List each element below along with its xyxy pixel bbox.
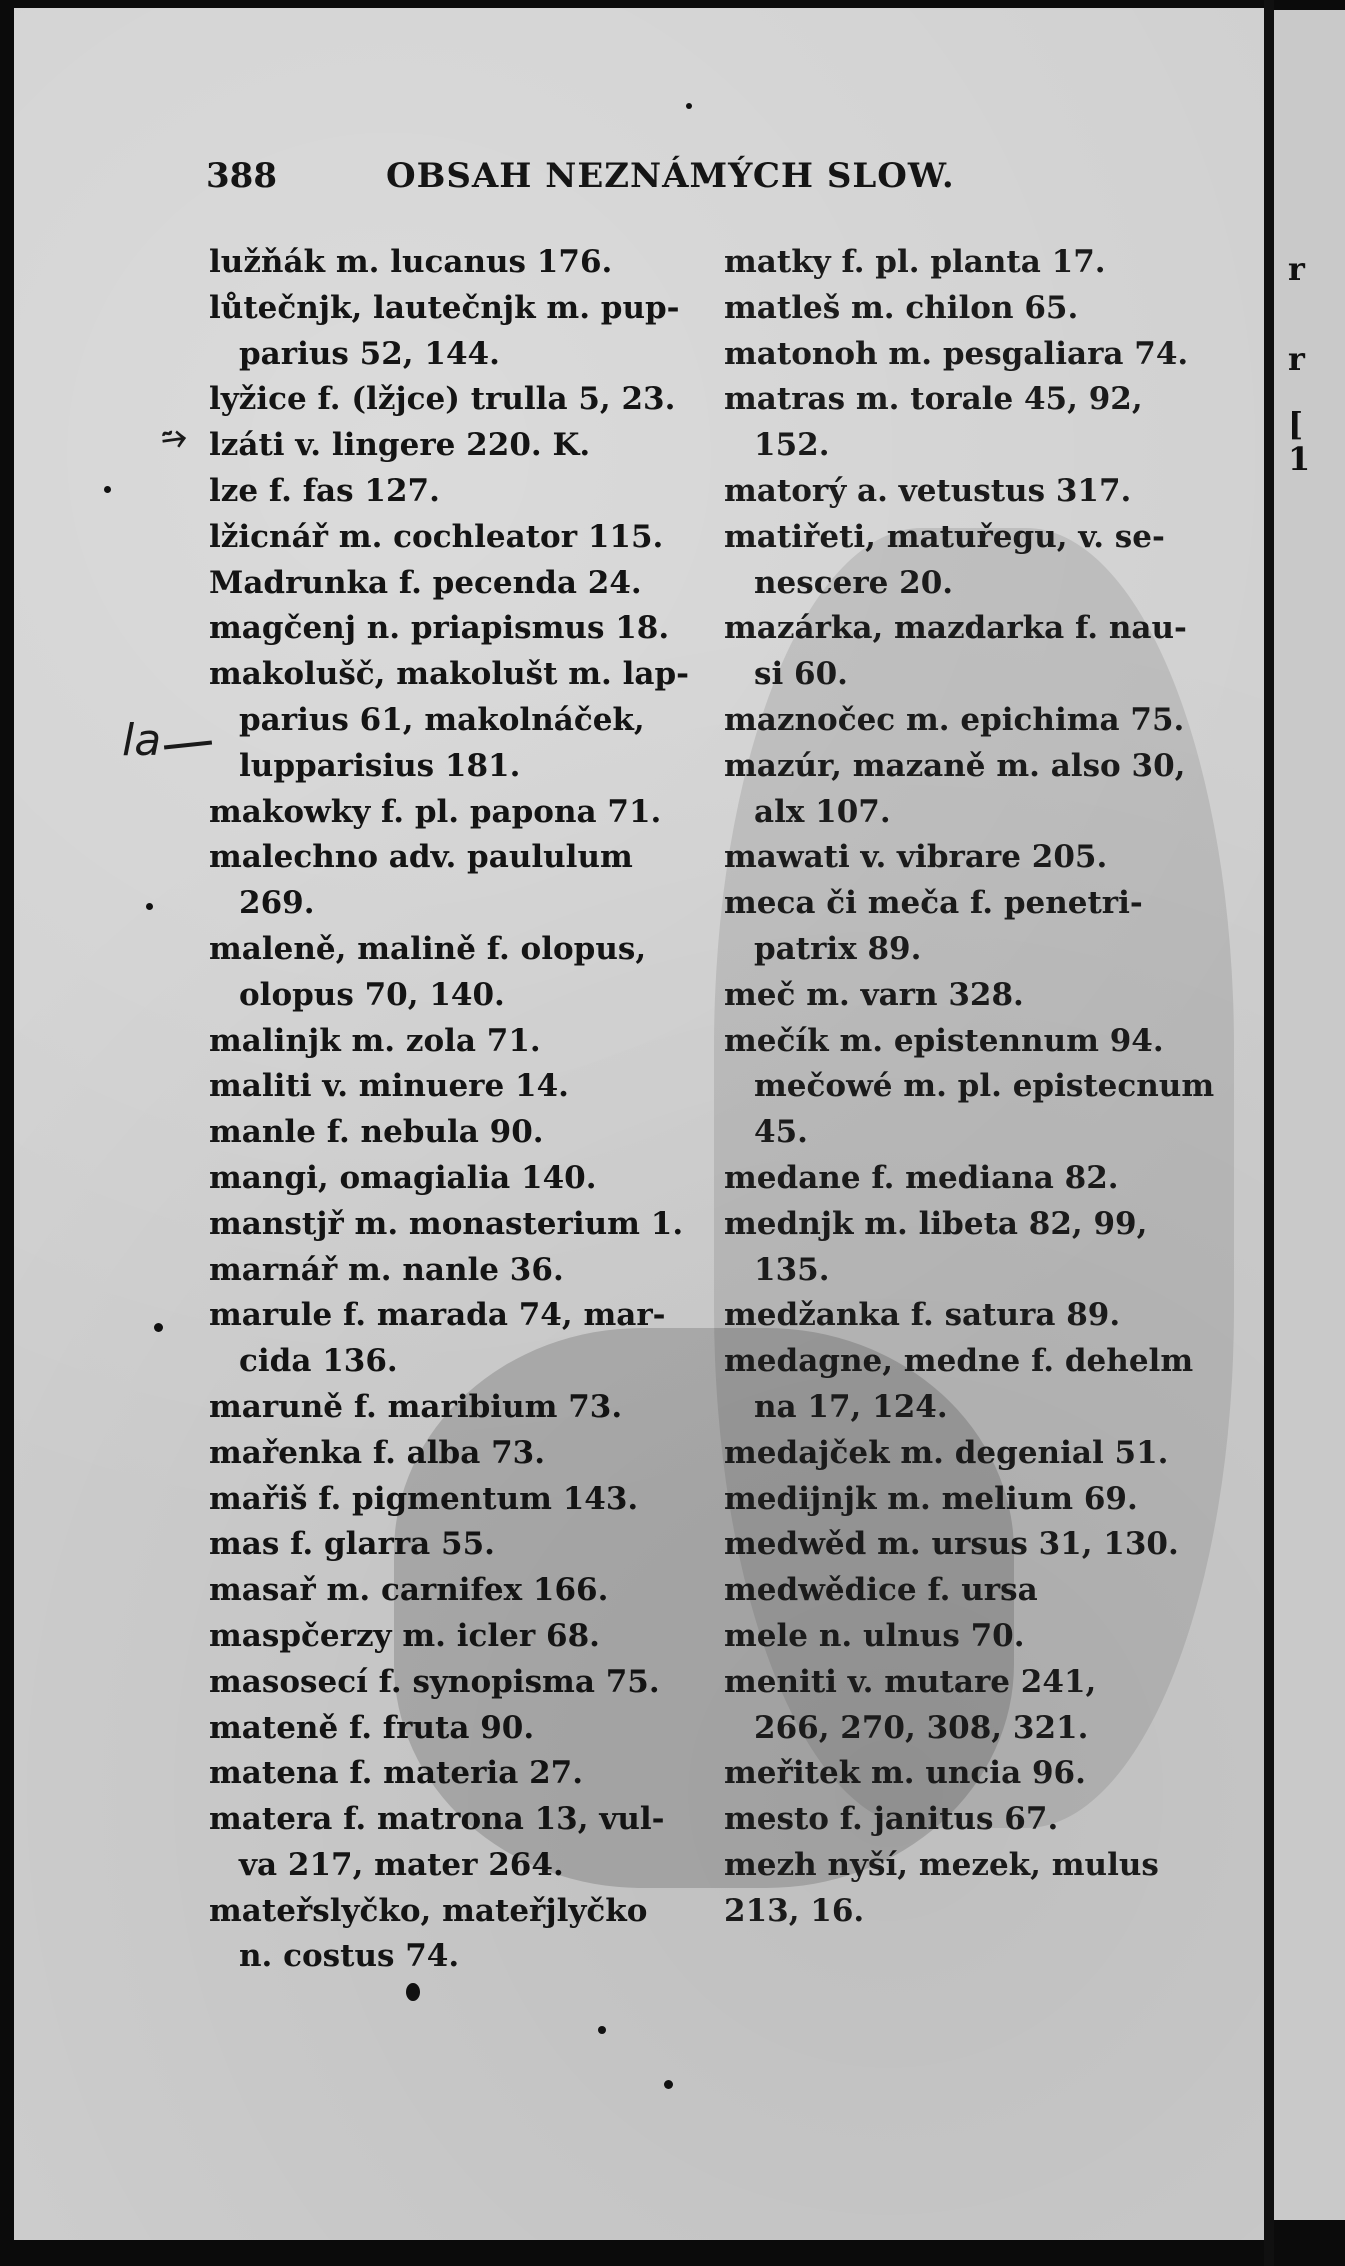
page-gutter [1264,0,1274,2266]
page-header [189,148,1089,208]
index-entry-line: meniti v. mutare 241, [724,1663,1097,1700]
handwritten-stroke [164,741,212,750]
index-entry-line: olopus 70, 140. [239,976,505,1013]
index-entry-line: lze f. fas 127. [209,472,440,509]
index-entry-line: maruně f. maribium 73. [209,1388,623,1425]
index-entry-line: matras m. torale 45, 92, [724,381,1143,418]
speck [104,486,111,493]
index-entry-line: lupparisius 181. [239,747,521,784]
adjacent-page-fragment: [ [1288,405,1304,443]
index-entry-line: cida 136. [239,1343,398,1380]
index-entry-line: maliti v. minuere 14. [209,1068,569,1105]
index-entry-line: mateřslyčko, mateřjlyčko [209,1892,648,1929]
index-entry-line: matena f. materia 27. [209,1755,584,1792]
adjacent-page-fragment: 1 [1288,440,1311,478]
speck [598,2026,606,2034]
index-entry-line: manstjř m. monasterium 1. [209,1205,684,1242]
index-entry-line: va 217, mater 264. [239,1846,564,1883]
index-entry-line: mezh nyší, mezek, mulus [724,1846,1159,1883]
index-entry-line: mařiš f. pigmentum 143. [209,1480,639,1517]
index-entry-line: malechno adv. paululum [209,839,633,876]
index-entry-line: lůtečnjk, lautečnjk m. pup- [209,289,680,326]
index-entry-line: mařenka f. alba 73. [209,1434,546,1471]
index-entry-line: mečowé m. pl. epistecnum [754,1068,1215,1105]
index-entry-line: mazúr, mazaně m. also 30, [724,747,1186,784]
index-entry-line: matiřeti, matuřegu, v. se- [724,518,1165,555]
index-entry-line: medijnjk m. melium 69. [724,1480,1138,1517]
margin-handwritten-note: la [122,715,162,766]
index-entry-line: n. costus 74. [239,1938,460,1975]
margin-arrow-mark: ⥲ [159,418,189,457]
index-entry-line: parius 52, 144. [239,335,500,372]
index-entry-line: malinjk m. zola 71. [209,1022,541,1059]
adjacent-page-edge [1274,10,1345,2220]
left-column [209,240,714,1980]
index-entry-line: lzáti v. lingere 220. K. [209,427,591,464]
index-entry-line: matleš m. chilon 65. [724,289,1079,326]
index-entry-line: meč m. varn 328. [724,976,1024,1013]
index-entry-line: medagne, medne f. dehelm [724,1343,1194,1380]
speck [686,103,692,109]
index-entry-line: Madrunka f. pecenda 24. [209,564,642,601]
index-entry-line: 213, 16. [724,1892,865,1929]
index-entry-line: makolušč, makolušt m. lap- [209,656,689,693]
running-title: OBSAH NEZNÁMÝCH SLOW. [386,156,955,196]
index-entry-line: manle f. nebula 90. [209,1114,544,1151]
speck [154,1323,163,1332]
speck [406,1983,420,2001]
index-entry-line: mangi, omagialia 140. [209,1159,597,1196]
index-entry-line: 266, 270, 308, 321. [754,1709,1089,1746]
adjacent-page-fragment: r [1288,340,1305,378]
index-entry-line: maznočec m. epichima 75. [724,701,1185,738]
index-entry-line: matorý a. vetustus 317. [724,472,1132,509]
index-entry-line: mečík m. epistennum 94. [724,1022,1164,1059]
index-entry-line: matonoh m. pesgaliara 74. [724,335,1189,372]
index-entry-line: lžicnář m. cochleator 115. [209,518,664,555]
index-entry-line: mateně f. fruta 90. [209,1709,535,1746]
index-entry-line: makowky f. pl. papona 71. [209,793,662,830]
index-entry-line: lužňák m. lucanus 176. [209,244,613,280]
page-number: 388 [206,156,277,196]
index-entry-line: maleně, malině f. olopus, [209,930,647,967]
index-entry-line: na 17, 124. [754,1388,948,1425]
index-entry-line: 269. [239,885,315,922]
index-entry-line: alx 107. [754,793,891,830]
index-entry-line: mas f. glarra 55. [209,1526,495,1563]
index-entry-line: medwědice f. ursa [724,1572,1038,1609]
index-entry-line: 45. [754,1114,808,1151]
index-entry-line: mele n. ulnus 70. [724,1617,1025,1654]
index-entry-line: mesto f. janitus 67. [724,1801,1059,1838]
index-entry-line: meca či meča f. penetri- [724,885,1143,922]
index-entry-line: masosecí f. synopisma 75. [209,1663,660,1700]
right-column [724,240,1234,1934]
index-entry-line: nescere 20. [754,564,954,601]
index-entry-line: matky f. pl. planta 17. [724,244,1106,280]
index-entry-line: masař m. carnifex 166. [209,1572,609,1609]
index-entry-line: meřitek m. uncia 96. [724,1755,1086,1792]
book-page [14,8,1264,2240]
index-entry-line: si 60. [754,656,848,693]
index-entry-line: mawati v. vibrare 205. [724,839,1108,876]
index-entry-line: medžanka f. satura 89. [724,1297,1121,1334]
index-entry-line: lyžice f. (lžjce) trulla 5, 23. [209,381,676,418]
adjacent-page-fragment: r [1288,250,1305,288]
speck [146,903,153,910]
index-entry-line: mednjk m. libeta 82, 99, [724,1205,1148,1242]
index-entry-line: mazárka, mazdarka f. nau- [724,610,1187,647]
index-entry-line: 135. [754,1251,830,1288]
index-entry-line: matera f. matrona 13, vul- [209,1801,665,1838]
speck [664,2080,673,2089]
index-entry-line: medane f. mediana 82. [724,1159,1119,1196]
index-entry-line: patrix 89. [754,930,922,967]
index-entry-line: maspčerzy m. icler 68. [209,1617,600,1654]
index-entry-line: parius 61, makolnáček, [239,701,645,738]
index-entry-line: medwěd m. ursus 31, 130. [724,1526,1179,1563]
index-entry-line: marule f. marada 74, mar- [209,1297,666,1334]
index-entry-line: 152. [754,427,830,464]
index-entry-line: medajček m. degenial 51. [724,1434,1169,1471]
index-entry-line: magčenj n. priapismus 18. [209,610,670,647]
index-entry-line: marnář m. nanle 36. [209,1251,564,1288]
